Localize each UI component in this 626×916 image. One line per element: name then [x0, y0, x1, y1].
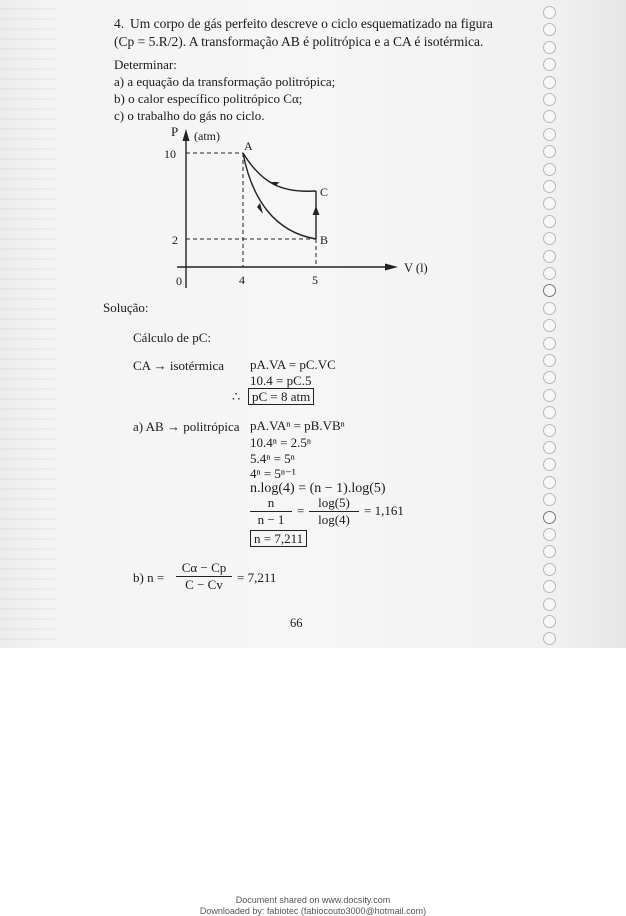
therefore-symbol: ∴	[232, 389, 241, 404]
ab-eq-3: 5.4ⁿ = 5ⁿ	[250, 451, 295, 466]
fraction-b-numerator: Cα − Cp	[176, 560, 232, 577]
binding-ring-icon	[543, 354, 556, 367]
solution-heading: Solução:	[103, 300, 149, 315]
y-axis-label: P	[171, 124, 179, 139]
footer-shared-line: Document shared on www.docsity.com	[235, 895, 391, 905]
binding-ring-icon	[543, 598, 556, 611]
page-number: 66	[290, 616, 303, 630]
item-a: a) a equação da transformação politrópica;	[114, 74, 336, 89]
origin-label: 0	[176, 274, 182, 288]
calc-title: Cálculo de pC:	[133, 330, 211, 345]
binding-ring-icon	[543, 580, 556, 593]
binding-ring-icon	[543, 476, 556, 489]
fraction-log5-over-log4	[309, 495, 359, 528]
ab-eq-5: n.log(4) = (n − 1).log(5)	[250, 481, 386, 496]
fraction-b-denominator: C − Cv	[185, 577, 223, 592]
binding-ring-icon	[543, 389, 556, 402]
ca-result: pC = 8 atm	[248, 388, 314, 405]
curve-ca	[243, 153, 316, 191]
ca-label: CA → isotérmica	[133, 358, 224, 373]
ab-label: a) AB → politrópica	[133, 419, 240, 434]
y-unit-label: (atm)	[194, 129, 220, 143]
binding-ring-icon	[543, 528, 556, 541]
binding-ring-icon	[543, 493, 556, 506]
b-value: = 7,211	[237, 570, 277, 585]
y-axis-arrow	[183, 129, 190, 141]
fraction-left-numerator: n	[250, 495, 292, 512]
x-axis-label: V (l)	[404, 261, 428, 275]
binding-ring-icon	[543, 458, 556, 471]
binding-ring-icon	[543, 511, 556, 524]
problem-number: 4.	[114, 16, 125, 31]
tick-p10: 10	[164, 147, 176, 161]
fraction-equals: =	[297, 503, 305, 518]
point-c-label: C	[320, 185, 329, 199]
binding-ring-icon	[543, 563, 556, 576]
ab-eq-1: pA.VAⁿ = pB.VBⁿ	[250, 418, 345, 433]
fraction-value: = 1,161	[364, 503, 404, 518]
tick-p2: 2	[172, 233, 178, 247]
arrow-bc	[313, 206, 320, 215]
ab-eq-4: 4ⁿ = 5ⁿ⁻¹	[250, 466, 296, 481]
problem-line-1: Um corpo de gás perfeito descreve o ciclo esquematizado na figura	[130, 16, 493, 31]
binding-ring-icon	[543, 424, 556, 437]
problem-line-2: (Cp = 5.R/2). A transformação AB é politrópica e a CA é isotérmica.	[114, 34, 484, 49]
binding-ring-icon	[543, 441, 556, 454]
ca-eq-2: 10.4 = pC.5	[250, 373, 312, 388]
binding-ring-icon	[543, 632, 556, 645]
fraction-b	[176, 560, 232, 593]
fraction-n-over-n-minus-1	[250, 495, 292, 528]
fraction-left-denominator: n − 1	[257, 512, 285, 527]
determine-label: Determinar:	[114, 57, 177, 72]
item-b: b) o calor específico politrópico Cα;	[114, 91, 303, 106]
b-label: b) n =	[133, 570, 165, 585]
tick-v5: 5	[312, 273, 318, 287]
footer-downloaded-line: Downloaded by: fabiotec (fabiocouto3000@hotmail.com)	[199, 906, 427, 916]
tick-v4: 4	[239, 273, 245, 287]
binding-ring-icon	[543, 545, 556, 558]
item-c: c) o trabalho do gás no ciclo.	[114, 108, 265, 123]
binding-ring-icon	[543, 615, 556, 628]
curve-ab	[243, 153, 316, 239]
binding-ring-icon	[543, 337, 556, 350]
binding-ring-icon	[543, 302, 556, 315]
ca-eq-1: pA.VA = pC.VC	[250, 357, 336, 372]
fraction-right-denominator: log(4)	[318, 512, 350, 527]
point-a-label: A	[244, 139, 253, 153]
ab-eq-2: 10.4ⁿ = 2.5ⁿ	[250, 435, 312, 450]
binding-ring-icon	[543, 371, 556, 384]
x-axis-arrow	[385, 264, 398, 271]
ab-result: n = 7,211	[250, 530, 307, 547]
binding-ring-icon	[543, 319, 556, 332]
fraction-right-numerator: log(5)	[309, 495, 359, 512]
binding-ring-icon	[543, 406, 556, 419]
point-b-label: B	[320, 233, 329, 247]
pv-diagram	[0, 0, 626, 300]
